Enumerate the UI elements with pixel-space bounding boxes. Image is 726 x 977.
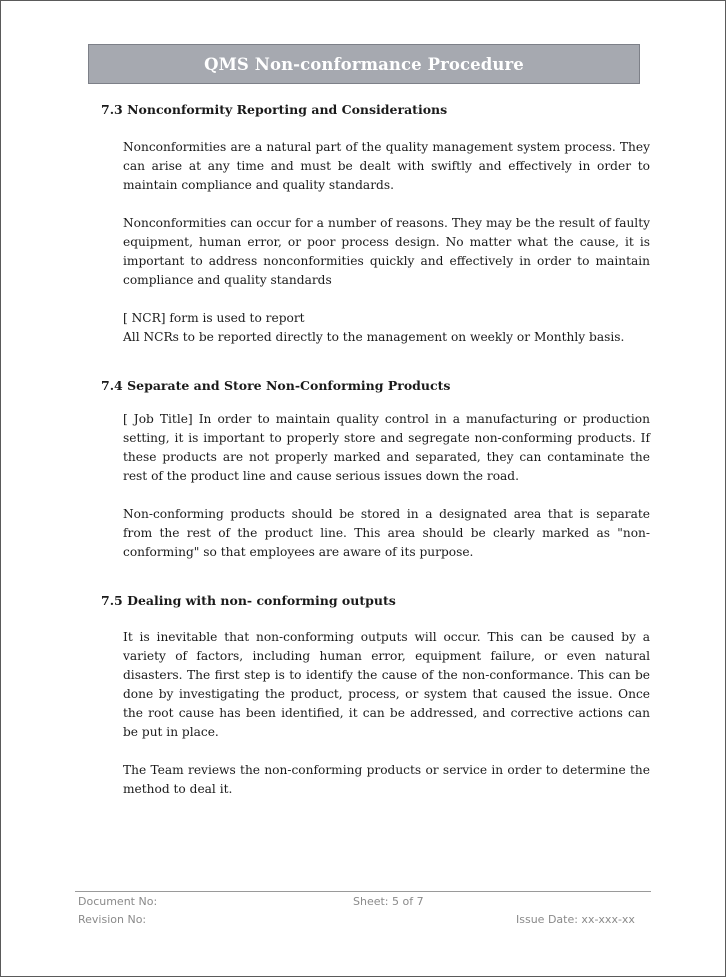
title-banner bbox=[88, 44, 640, 84]
document-title: QMS Non-conformance Procedure bbox=[204, 54, 524, 74]
footer-document-no: Document No: bbox=[78, 895, 158, 908]
footer-issue-date: Issue Date: xx-xxx-xx bbox=[516, 913, 635, 926]
footer-sheet-number: Sheet: 5 of 7 bbox=[353, 895, 424, 908]
footer-revision-no: Revision No: bbox=[78, 913, 147, 926]
paragraph-line: All NCRs to be reported directly to the management on weekly or Monthly basis. bbox=[123, 330, 625, 344]
footer-divider bbox=[75, 891, 651, 892]
paragraph: Nonconformities can occur for a number of reasons. They may be the result of faulty equipment, human error, or poor process design. No matter what the cause, it is important to address nonconformities quickly and effectively in order to maintain compliance and quality standards bbox=[123, 216, 650, 287]
paragraph: Nonconformities are a natural part of the quality management system process. They can arise at any time and must be dealt with swiftly and effectively in order to maintain compliance and quality standards. bbox=[123, 140, 650, 192]
section-heading-7-3: 7.3 Nonconformity Reporting and Considerations bbox=[101, 102, 448, 117]
section-heading-7-4: 7.4 Separate and Store Non-Conforming Products bbox=[101, 378, 451, 393]
paragraph: The Team reviews the non-conforming products or service in order to determine the method to deal it. bbox=[123, 763, 650, 796]
paragraph: It is inevitable that non-conforming outputs will occur. This can be caused by a variety of factors, including human error, equipment failure, or even natural disasters. The first step is to identify the cause of the non-conformance. This can be done by investigating the product, process, or system that caused the issue. Once the root cause has been identified, it can be addressed, and corrective actions can be put in place. bbox=[123, 630, 650, 739]
paragraph: Non-conforming products should be stored in a designated area that is separate from the rest of the product line. This area should be clearly marked as "non-conforming" so that employees are aware of its purpose. bbox=[123, 507, 650, 559]
paragraph-line: [ NCR] form is used to report bbox=[123, 311, 305, 325]
paragraph: [ Job Title] In order to maintain quality control in a manufacturing or production setting, it is important to properly store and segregate non-conforming products. If these products are not properly marked and separated, they can contaminate the rest of the product line and cause serious issues down the road. bbox=[123, 412, 650, 483]
section-heading-7-5: 7.5 Dealing with non- conforming outputs bbox=[101, 593, 396, 608]
